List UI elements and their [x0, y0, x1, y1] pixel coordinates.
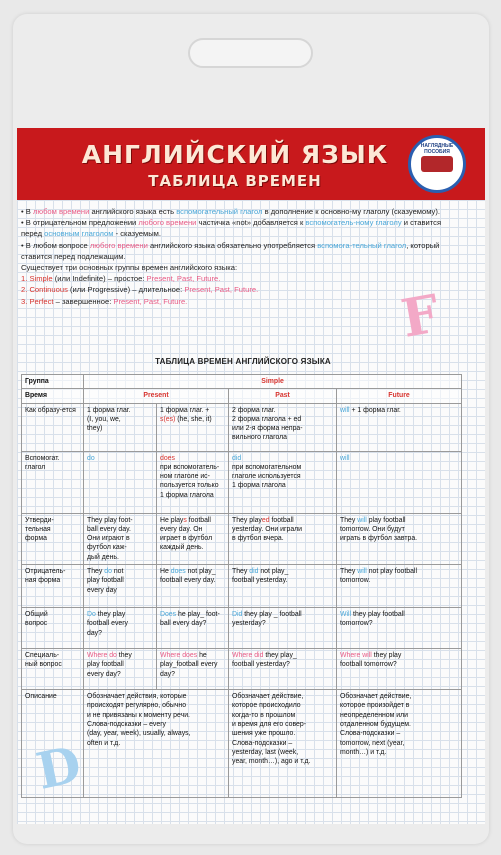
column-past: Past — [229, 389, 337, 403]
tenses-table — [21, 374, 462, 798]
header-banner — [17, 128, 485, 200]
decorative-letter-d: D — [31, 734, 87, 801]
table-cell: Where did they play_ football yesterday? — [229, 649, 337, 690]
row-label-affirmative: Утверди- тельная форма — [22, 513, 84, 564]
table-title: ТАБЛИЦА ВРЕМЕН АНГЛИЙСКОГО ЯЗЫКА — [155, 357, 331, 366]
table-cell: He does not play_ football every day. — [157, 565, 229, 608]
table-cell: Did they play _ football yesterday? — [229, 608, 337, 649]
reference-card — [17, 128, 485, 824]
row-label-general-question: Общий вопрос — [22, 608, 84, 649]
table-cell: Обозначает действие, которое происходило когда-то в прошлом и время для его совер- шения уже прошло. Слова-подсказки – yesterday, last (week, year, month…), ago и т.д. — [229, 690, 337, 798]
table-cell: They did not play_ football yesterday. — [229, 565, 337, 608]
page-subtitle: ТАБЛИЦА ВРЕМЕН — [148, 172, 322, 190]
table-cell: 1 форма глаг. + s(es) (he, she, it) — [157, 403, 229, 451]
time-label: Время — [22, 389, 84, 403]
table-row — [22, 389, 462, 403]
intro-paragraph-4: Существует три основных группы времен английского языка: — [21, 263, 238, 273]
intro-text — [21, 206, 461, 307]
group-label: Группа — [22, 375, 84, 389]
row-label-negative: Отрицатель- ная форма — [22, 565, 84, 608]
table-row — [22, 375, 462, 389]
page-title: АНГЛИЙСКИЙ ЯЗЫК — [81, 140, 389, 169]
row-label-special-question: Специаль- ный вопрос — [22, 649, 84, 690]
table-row — [22, 513, 462, 564]
table-row — [22, 608, 462, 649]
row-label-formation: Как образу-ется — [22, 403, 84, 451]
table-cell: did при вспомогательном глаголе используется 1 форма глагола — [229, 451, 337, 513]
table-row — [22, 649, 462, 690]
table-cell: He plays football every day. Он играет в футбол каждый день. — [157, 513, 229, 564]
table-cell: will — [337, 451, 462, 513]
decorative-letter-f: F — [396, 283, 444, 350]
table-cell: Do they play football every day? — [84, 608, 157, 649]
column-present: Present — [84, 389, 229, 403]
table-cell: Where will they play football tomorrow? — [337, 649, 462, 690]
table-cell: They play foot- ball every day. Они играют в футбол каж- дый день. — [84, 513, 157, 564]
table-cell: They do not play football every day — [84, 565, 157, 608]
table-row — [22, 690, 462, 798]
intro-paragraph-2: • В отрицательном предложении любого времени частичка «not» добавляется к вспомогатель-ному глаголу и ставится перед основным глаголом - сказуемым. — [21, 218, 442, 239]
table-cell: will + 1 форма глаг. — [337, 403, 462, 451]
group-value: Simple — [84, 375, 462, 389]
table-cell: 2 форма глаг. 2 форма глагола + ed или 2-я форма непра- вильного глагола — [229, 403, 337, 451]
row-label-auxiliary: Вспомогат. глагол — [22, 451, 84, 513]
table-cell: does при вспомогатель- ном глаголе ис- пользуется только 1 форма глагола — [157, 451, 229, 513]
column-future: Future — [337, 389, 462, 403]
table-cell: Does he play_ foot- ball every day? — [157, 608, 229, 649]
intro-paragraph-3: • В любом вопросе любого времени английского языка обязательно употребляется вспомога-тельный глагол, который ставится перед подлежащим. — [21, 240, 440, 261]
table-cell: Where does he play_football every day? — [157, 649, 229, 690]
book-stack-icon — [421, 156, 453, 172]
hang-hole — [188, 38, 313, 68]
intro-paragraph-1: • В любом времени английского языка есть вспомогательный глагол в дополнение к основно-му глаголу (сказуемому). — [21, 207, 440, 216]
table-row — [22, 403, 462, 451]
publisher-logo — [408, 135, 466, 193]
table-cell: Обозначает действие, которое произойдет в неопределенном или отдаленном будущем. Слова-подсказки – tomorrow, next (year, month…) и т.д. — [337, 690, 462, 798]
table-cell: Where do they play football every day? — [84, 649, 157, 690]
table-cell: do — [84, 451, 157, 513]
table-row — [22, 451, 462, 513]
table-cell: They will play football tomorrow. Они будут играть в футбол завтра. — [337, 513, 462, 564]
table-cell: Will they play football tomorrow? — [337, 608, 462, 649]
row-label-description: Описание — [22, 690, 84, 798]
logo-text: НАГЛЯДНЫЕ ПОСОБИЯ — [420, 143, 454, 155]
group-simple: 1. Simple (или Indefinite) – простое: Present, Past, Future. — [21, 274, 221, 284]
group-perfect: 3. Perfect – завершенное: Present, Past, Future. — [21, 296, 188, 306]
group-continuous: 2. Continuous (или Progressive) – длительное: Present, Past, Future. — [21, 285, 259, 295]
table-cell: They played football yesterday. Они играли в футбол вчера. — [229, 513, 337, 564]
table-cell: They will not play football tomorrow. — [337, 565, 462, 608]
table-row — [22, 565, 462, 608]
table-cell: 1 форма глаг. (I, you, we, they) — [84, 403, 157, 451]
table-cell: Обозначает действия, которые происходят регулярно, обычно и не привязаны к моменту речи. Слова-подсказки – every (day, year, week), usually, always, often и т.д. — [84, 690, 229, 798]
